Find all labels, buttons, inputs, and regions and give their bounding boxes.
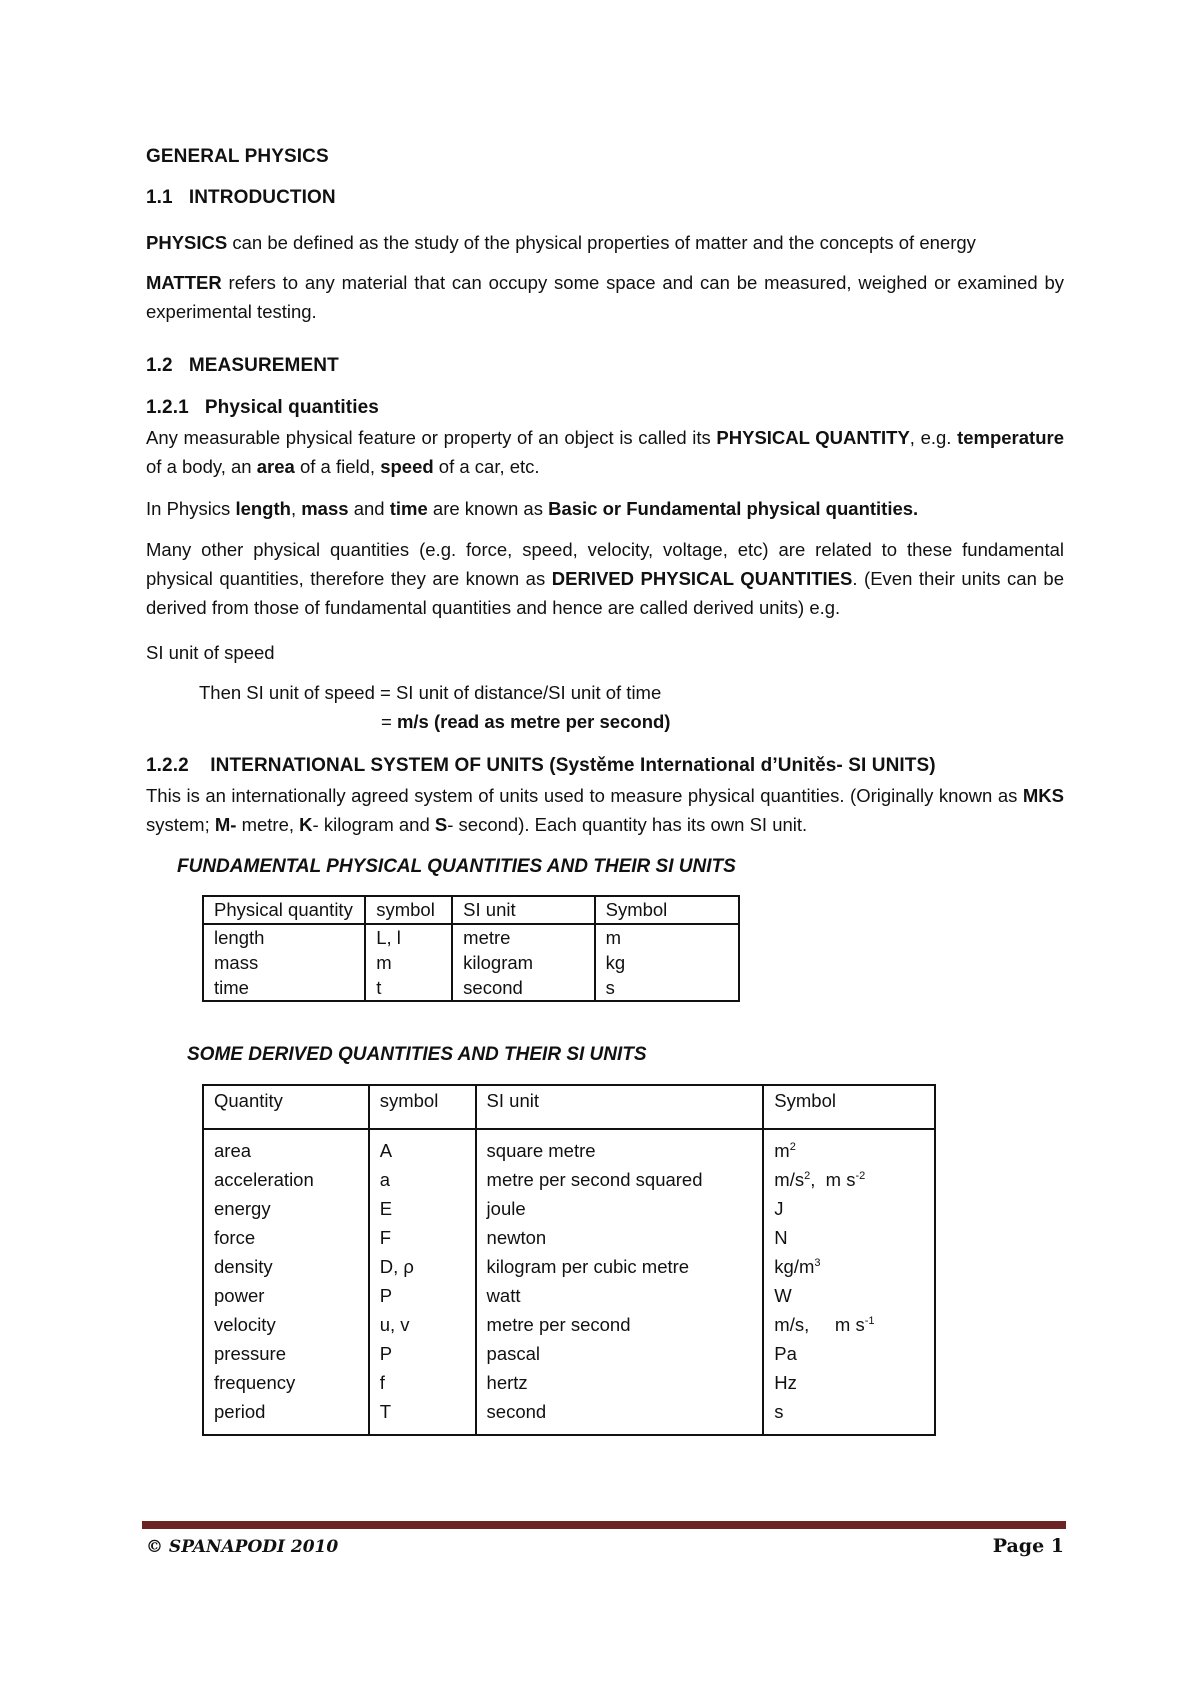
unit-text: , m s bbox=[810, 1169, 856, 1190]
table-cell: watt bbox=[476, 1281, 764, 1310]
table-cell: u, v bbox=[369, 1310, 476, 1339]
unit-text: W bbox=[774, 1285, 792, 1306]
table2-header-cell: symbol bbox=[369, 1085, 476, 1129]
table-cell: D, ρ bbox=[369, 1252, 476, 1281]
table-cell-unit-symbol bbox=[763, 1194, 935, 1223]
table-cell: s bbox=[595, 975, 739, 1001]
table-cell: hertz bbox=[476, 1368, 764, 1397]
page-number: Page 1 bbox=[992, 1535, 1064, 1557]
derived-text-a: Many other physical quantities (e.g. force, speed, velocity, voltage, etc) are related to these fundamental physical quantities, therefore they are known as bbox=[146, 539, 1064, 589]
table-cell-unit-symbol bbox=[763, 1252, 935, 1281]
table-cell: time bbox=[203, 975, 365, 1001]
table-cell: frequency bbox=[203, 1368, 369, 1397]
footer-divider bbox=[142, 1521, 1066, 1529]
table-cell: metre bbox=[452, 924, 594, 950]
section-1-2-2-heading: 1.2.2 INTERNATIONAL SYSTEM OF UNITS (Systěme International d’Unitěs- SI UNITS) bbox=[146, 755, 936, 776]
matter-definition-text: refers to any material that can occupy some space and can be measured, weighed or examined by experimental testing. bbox=[146, 272, 1064, 322]
table-cell: length bbox=[203, 924, 365, 950]
pq-text-a: Any measurable physical feature or property of an object is called its bbox=[146, 427, 717, 448]
unit-text: m/s bbox=[774, 1169, 805, 1190]
pq-term: PHYSICAL QUANTITY bbox=[716, 427, 910, 448]
unit-exponent: 2 bbox=[789, 1141, 796, 1153]
table-cell-unit-symbol bbox=[763, 1397, 935, 1435]
matter-term: MATTER bbox=[146, 272, 222, 293]
unit-text: m bbox=[774, 1140, 790, 1161]
speed-unit-result: m/s (read as metre per second) bbox=[396, 711, 671, 732]
table-cell: metre per second squared bbox=[476, 1165, 764, 1194]
table2-caption: SOME DERIVED QUANTITIES AND THEIR SI UNITS bbox=[187, 1044, 647, 1065]
section-1-2-heading: 1.2 MEASUREMENT bbox=[146, 355, 339, 376]
table-cell: metre per second bbox=[476, 1310, 764, 1339]
table1-header-row bbox=[203, 896, 739, 924]
table-cell: acceleration bbox=[203, 1165, 369, 1194]
section-1-2-1-heading: 1.2.1 Physical quantities bbox=[146, 397, 379, 418]
pq-text-e: of a body, an bbox=[146, 456, 257, 477]
unit-text: Hz bbox=[774, 1372, 797, 1393]
derived-term: DERIVED PHYSICAL QUANTITIES bbox=[551, 568, 853, 589]
intl-k: K bbox=[299, 814, 313, 835]
table-row bbox=[203, 1165, 935, 1194]
intl-text-c: system; bbox=[146, 814, 215, 835]
intl-text-e: metre, bbox=[236, 814, 300, 835]
pq-text-i: of a car, etc. bbox=[433, 456, 540, 477]
si-unit-speed-label: SI unit of speed bbox=[146, 642, 275, 663]
basic-text-e: and bbox=[348, 498, 390, 519]
intl-text-g: - kilogram and bbox=[312, 814, 435, 835]
table-cell: power bbox=[203, 1281, 369, 1310]
table-cell: area bbox=[203, 1129, 369, 1165]
intl-text-a: This is an internationally agreed system of units used to measure physical quantities. (Originally known as bbox=[146, 785, 1023, 806]
table-cell: L, l bbox=[365, 924, 452, 950]
table-row bbox=[203, 1368, 935, 1397]
table-cell-unit-symbol bbox=[763, 1223, 935, 1252]
basic-time: time bbox=[389, 498, 428, 519]
table-cell: t bbox=[365, 975, 452, 1001]
table1-caption: FUNDAMENTAL PHYSICAL QUANTITIES AND THEIR SI UNITS bbox=[177, 856, 736, 877]
table2-header-cell: Symbol bbox=[763, 1085, 935, 1129]
pq-area: area bbox=[256, 456, 295, 477]
document-title: GENERAL PHYSICS bbox=[146, 146, 329, 167]
unit-text: s bbox=[774, 1401, 784, 1422]
si-units-paragraph bbox=[146, 781, 1064, 839]
table1-header-cell: Symbol bbox=[595, 896, 739, 924]
table-cell: T bbox=[369, 1397, 476, 1435]
table-row bbox=[203, 1281, 935, 1310]
fundamental-units-table bbox=[202, 895, 740, 1002]
table-cell: E bbox=[369, 1194, 476, 1223]
table-cell: energy bbox=[203, 1194, 369, 1223]
basic-mass: mass bbox=[301, 498, 349, 519]
table2-header-cell: SI unit bbox=[476, 1085, 764, 1129]
basic-text-c: , bbox=[290, 498, 302, 519]
table2-header-row bbox=[203, 1085, 935, 1129]
table-cell: m bbox=[365, 950, 452, 975]
table-cell: kilogram bbox=[452, 950, 594, 975]
unit-exponent: 3 bbox=[814, 1257, 821, 1269]
speed-equation-line-2 bbox=[381, 707, 1061, 736]
table1-header-cell: symbol bbox=[365, 896, 452, 924]
table-cell: square metre bbox=[476, 1129, 764, 1165]
intl-s: S bbox=[434, 814, 448, 835]
unit-text: N bbox=[774, 1227, 788, 1248]
table-cell: newton bbox=[476, 1223, 764, 1252]
pq-speed: speed bbox=[380, 456, 434, 477]
table-cell: density bbox=[203, 1252, 369, 1281]
table-row bbox=[203, 1129, 935, 1165]
physics-term: PHYSICS bbox=[146, 232, 228, 253]
table-cell: force bbox=[203, 1223, 369, 1252]
table-cell: a bbox=[369, 1165, 476, 1194]
basic-text-a: In Physics bbox=[146, 498, 236, 519]
table-cell: A bbox=[369, 1129, 476, 1165]
table-row bbox=[203, 950, 739, 975]
table-cell: velocity bbox=[203, 1310, 369, 1339]
table-cell-unit-symbol bbox=[763, 1129, 935, 1165]
table-cell-unit-symbol bbox=[763, 1165, 935, 1194]
physical-quantity-paragraph bbox=[146, 423, 1064, 481]
matter-definition bbox=[146, 268, 1064, 326]
basic-text-g: are known as bbox=[427, 498, 549, 519]
table-cell-unit-symbol bbox=[763, 1368, 935, 1397]
physics-definition bbox=[146, 228, 1064, 257]
equals-sign: = bbox=[381, 711, 397, 732]
pq-text-g: of a field, bbox=[294, 456, 381, 477]
footer-copyright: © SPANAPODI 2010 bbox=[146, 1537, 339, 1557]
intl-mks: MKS bbox=[1022, 785, 1064, 806]
unit-exponent: 2 bbox=[804, 1170, 811, 1182]
table-cell: pascal bbox=[476, 1339, 764, 1368]
table-row bbox=[203, 1339, 935, 1368]
basic-term: Basic or Fundamental physical quantities. bbox=[548, 498, 919, 519]
table-cell-unit-symbol bbox=[763, 1310, 935, 1339]
pq-text-c: , e.g. bbox=[909, 427, 958, 448]
intl-m: M- bbox=[214, 814, 237, 835]
table-cell: pressure bbox=[203, 1339, 369, 1368]
unit-text: J bbox=[774, 1198, 784, 1219]
physics-definition-text: can be defined as the study of the physical properties of matter and the concepts of energy bbox=[227, 232, 976, 253]
basic-quantities-paragraph bbox=[146, 494, 1064, 523]
table-cell: P bbox=[369, 1339, 476, 1368]
table2-header-cell: Quantity bbox=[203, 1085, 369, 1129]
unit-exponent: -1 bbox=[864, 1315, 875, 1327]
table-row bbox=[203, 1397, 935, 1435]
table-row bbox=[203, 1223, 935, 1252]
table-cell-unit-symbol bbox=[763, 1281, 935, 1310]
table2-body bbox=[203, 1129, 935, 1435]
table-row bbox=[203, 1252, 935, 1281]
table-cell: f bbox=[369, 1368, 476, 1397]
table-cell: P bbox=[369, 1281, 476, 1310]
table-cell: joule bbox=[476, 1194, 764, 1223]
table-cell: second bbox=[452, 975, 594, 1001]
table-row bbox=[203, 975, 739, 1001]
table-cell: F bbox=[369, 1223, 476, 1252]
derived-quantities-paragraph bbox=[146, 535, 1064, 622]
derived-text-c: . (Even their units can be derived from those of fundamental quantities and hence are called derived units) e.g. bbox=[146, 568, 1065, 618]
table-row bbox=[203, 1194, 935, 1223]
unit-text: Pa bbox=[774, 1343, 797, 1364]
table-row bbox=[203, 1310, 935, 1339]
derived-units-table bbox=[202, 1084, 936, 1436]
intl-text-i: - second). Each quantity has its own SI unit. bbox=[447, 814, 808, 835]
table-cell: m bbox=[595, 924, 739, 950]
table-cell: second bbox=[476, 1397, 764, 1435]
unit-text: m/s, m s bbox=[774, 1314, 865, 1335]
table-cell-unit-symbol bbox=[763, 1339, 935, 1368]
table1-header-cell: SI unit bbox=[452, 896, 594, 924]
unit-exponent: -2 bbox=[855, 1170, 866, 1182]
unit-text: kg/m bbox=[774, 1256, 815, 1277]
section-1-1-heading: 1.1 INTRODUCTION bbox=[146, 187, 336, 208]
table-row bbox=[203, 924, 739, 950]
table-cell: mass bbox=[203, 950, 365, 975]
table-cell: kilogram per cubic metre bbox=[476, 1252, 764, 1281]
basic-length: length bbox=[235, 498, 291, 519]
table-cell: period bbox=[203, 1397, 369, 1435]
pq-temperature: temperature bbox=[957, 427, 1064, 448]
table-cell: kg bbox=[595, 950, 739, 975]
table1-header-cell: Physical quantity bbox=[203, 896, 365, 924]
speed-equation-line-1: Then SI unit of speed = SI unit of distance/SI unit of time bbox=[199, 682, 662, 703]
